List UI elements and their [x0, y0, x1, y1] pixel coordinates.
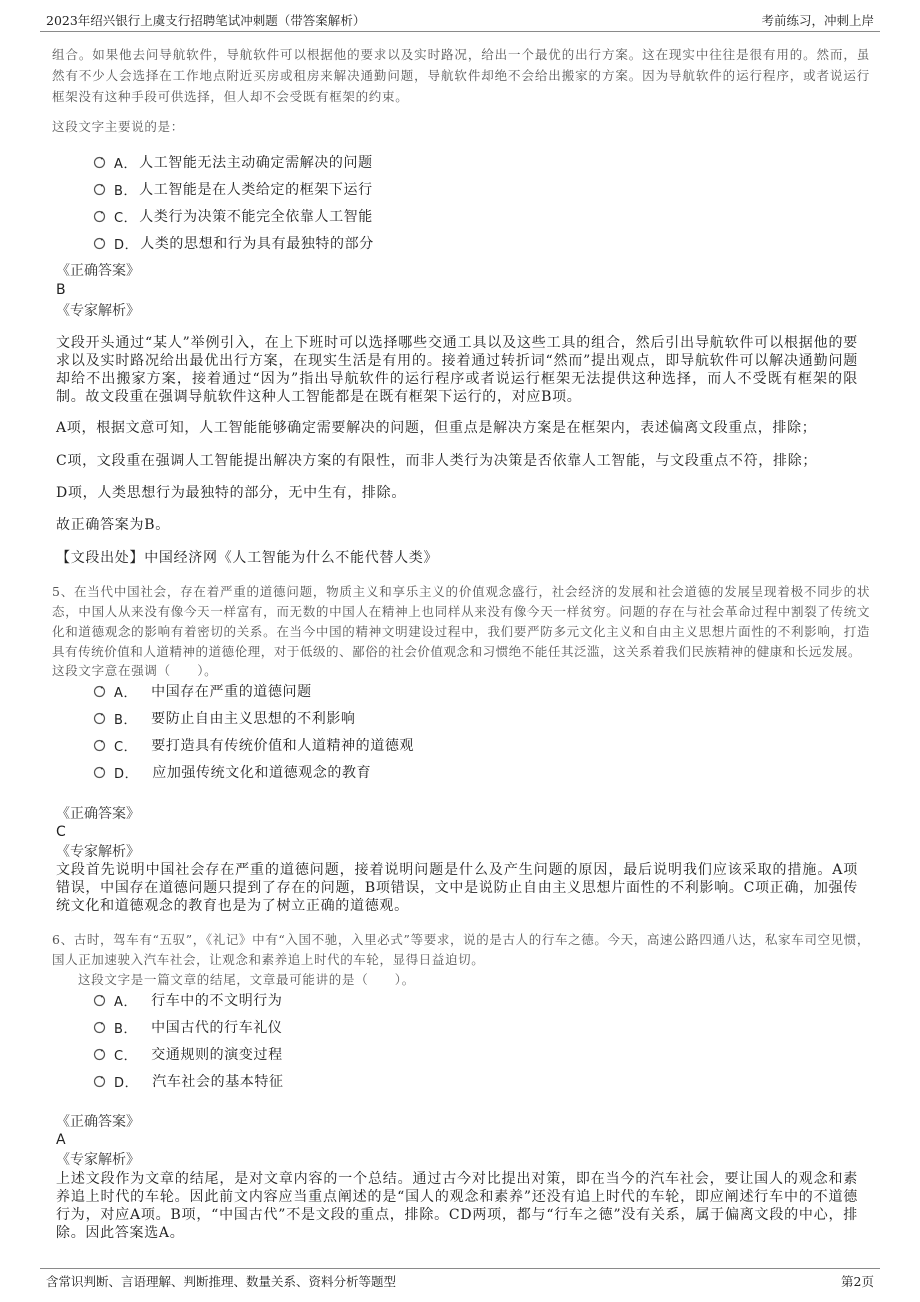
option-text: 人工智能无法主动确定需解决的问题 — [139, 155, 373, 171]
radio-icon — [93, 210, 106, 223]
radio-icon — [93, 739, 106, 752]
q4-option-b — [93, 179, 373, 199]
option-letter: B． — [114, 1021, 138, 1037]
q6-answer-label: 《正确答案》 — [56, 1114, 140, 1130]
q5-option-a — [93, 681, 312, 701]
q5-option-c — [93, 735, 414, 755]
q5-stem: 这段文字意在强调（ ）。 — [52, 663, 218, 678]
option-text: 应加强传统文化和道德观念的教育 — [152, 765, 372, 781]
q4-option-a — [93, 152, 373, 172]
q5-analysis-label: 《专家解析》 — [56, 844, 140, 860]
option-text: 行车中的不文明行为 — [151, 993, 283, 1009]
option-letter: C． — [114, 739, 138, 755]
q4-stem: 这段文字主要说的是： — [52, 119, 185, 134]
footer-divider — [40, 1268, 880, 1269]
q4-analysis-option-c: C项，文段重在强调人工智能提出解决方案的有限性，而非人类行为决策是否依靠人工智能，与文段重点不符，排除； — [56, 453, 818, 469]
page-number: 第2页 — [841, 1274, 874, 1289]
option-letter: B． — [114, 712, 138, 728]
q6-stem: 这段文字是一篇文章的结尾，文章最可能讲的是（ ）。 — [78, 972, 415, 987]
document-title: 2023年绍兴银行上虞支行招聘笔试冲刺题（带答案解析） — [46, 13, 366, 28]
q5-answer: C — [56, 824, 66, 840]
q6-passage: 6、古时，驾车有“五驭”，《礼记》中有“入国不驰，入里必式”等要求，说的是古人的行车之德。今天，高速公路四通八达，私家车司空见惯，国人正加速驶入汽车社会，让观念和素养追上时代的车轮，显得日益迫切。 — [52, 932, 870, 967]
option-text: 中国存在严重的道德问题 — [151, 684, 312, 700]
option-text: 中国古代的行车礼仪 — [151, 1020, 283, 1036]
q6-analysis-label: 《专家解析》 — [56, 1152, 140, 1168]
q6-option-c — [93, 1044, 283, 1064]
option-letter: D． — [114, 237, 139, 253]
q4-analysis-option-d: D项，人类思想行为最独特的部分，无中生有，排除。 — [56, 485, 407, 501]
q6-answer: A — [56, 1132, 66, 1148]
q5-option-d — [93, 762, 371, 782]
q4-option-d — [93, 233, 374, 253]
q5-analysis: 文段首先说明中国社会存在严重的道德问题，接着说明问题是什么及产生问题的原因，最后说明我们应该采取的措施。A项错误，中国存在道德问题只提到了存在的问题，B项错误，文中是说防止自由主义思想片面性的不利影响。C项正确，加强传统文化和道德观念的教育也是为了树立正确的道德观。 — [56, 862, 858, 914]
radio-icon — [93, 994, 106, 1007]
option-letter: D． — [114, 766, 139, 782]
option-text: 人类的思想和行为具有最独特的部分 — [140, 236, 374, 252]
radio-icon — [93, 1021, 106, 1034]
q4-conclusion: 故正确答案为B。 — [56, 517, 170, 533]
q6-option-b — [93, 1017, 283, 1037]
q4-analysis-main: 文段开头通过“某人”举例引入，在上下班时可以选择哪些交通工具以及这些工具的组合，然后引出导航软件可以根据他的要求以及实时路况给出最优出行方案，在现实生活是有用的。接着通过转折词“然而”提出观点，即导航软件可以解决通勤问题却给不出搬家方案，接着通过“因为”指出导航软件的运行程序或者说运行框架无法提供这种选择，而人不受既有框架的限制。故文段重在强调导航软件这种人工智能都是在既有框架下运行的，对应B项。 — [56, 335, 858, 405]
q5-option-b — [93, 708, 356, 728]
option-letter: A． — [114, 685, 138, 701]
option-text: 要打造具有传统价值和人道精神的道德观 — [151, 738, 415, 754]
option-letter: A． — [114, 156, 138, 172]
header-slogan: 考前练习，冲刺上岸 — [761, 13, 874, 28]
q4-source: 【文段出处】中国经济网《人工智能为什么不能代替人类》 — [56, 550, 439, 566]
q5-answer-label: 《正确答案》 — [56, 806, 140, 822]
radio-icon — [93, 183, 106, 196]
radio-icon — [93, 237, 106, 250]
header-divider — [40, 31, 880, 32]
q6-option-d — [93, 1071, 284, 1091]
q4-answer-label: 《正确答案》 — [56, 263, 140, 279]
radio-icon — [93, 156, 106, 169]
option-letter: C． — [114, 210, 138, 226]
option-letter: A． — [114, 994, 138, 1010]
q6-option-a — [93, 990, 283, 1010]
radio-icon — [93, 766, 106, 779]
radio-icon — [93, 685, 106, 698]
q4-answer: B — [56, 282, 66, 298]
option-letter: C． — [114, 1048, 138, 1064]
option-text: 人工智能是在人类给定的框架下运行 — [139, 182, 373, 198]
option-letter: D． — [114, 1075, 139, 1091]
q4-analysis-label: 《专家解析》 — [56, 303, 140, 319]
q5-passage: 5、在当代中国社会，存在着严重的道德问题，物质主义和享乐主义的价值观念盛行，社会经济的发展和社会道德的发展呈现着极不同步的状态，中国人从来没有像今天一样富有，而无数的中国人在精神上也同样从来没有像今天一样贫穷。问题的存在与社会革命过程中割裂了传统文化和道德观念的影响有着密切的关系。在当今中国的精神文明建设过程中，我们要严防多元文化主义和自由主义思想片面性的不利影响，打造具有传统价值和人道精神的道德伦理，对于低级的、鄙俗的社会价值观念和习惯绝不能任其泛滥，这关系着我们民族精神的健康和长远发展。 — [52, 584, 870, 659]
option-text: 要防止自由主义思想的不利影响 — [151, 711, 356, 727]
q4-option-c — [93, 206, 373, 226]
footer-question-types: 含常识判断、言语理解、判断推理、数量关系、资料分析等题型 — [46, 1274, 397, 1289]
radio-icon — [93, 712, 106, 725]
q4-passage-tail: 组合。如果他去问导航软件，导航软件可以根据他的要求以及实时路况，给出一个最优的出行方案。这在现实中往往是很有用的。然而，虽然有不少人会选择在工作地点附近买房或租房来解决通勤问题，导航软件却绝不会给出搬家的方案。因为导航软件的运行程序，或者说运行框架没有这种手段可供选择，但人却不会受既有框架的约束。 — [52, 47, 870, 104]
radio-icon — [93, 1075, 106, 1088]
q4-analysis-option-a: A项，根据文意可知，人工智能能够确定需要解决的问题，但重点是解决方案是在框架内，表述偏离文段重点，排除； — [56, 420, 817, 436]
option-text: 汽车社会的基本特征 — [152, 1074, 284, 1090]
option-letter: B． — [114, 183, 138, 199]
q6-analysis: 上述文段作为文章的结尾，是对文章内容的一个总结。通过古今对比提出对策，即在当今的汽车社会，要让国人的观念和素养追上时代的车轮。因此前文内容应当重点阐述的是“国人的观念和素养”还没有追上时代的车轮，即应阐述行车中的不道德行为，对应A项。B项，“中国古代”不是文段的重点，排除。CD两项，都与“行车之德”没有关系，属于偏离文段的中心，排除。因此答案选A。 — [56, 1171, 858, 1241]
radio-icon — [93, 1048, 106, 1061]
option-text: 交通规则的演变过程 — [151, 1047, 283, 1063]
option-text: 人类行为决策不能完全依靠人工智能 — [139, 209, 373, 225]
